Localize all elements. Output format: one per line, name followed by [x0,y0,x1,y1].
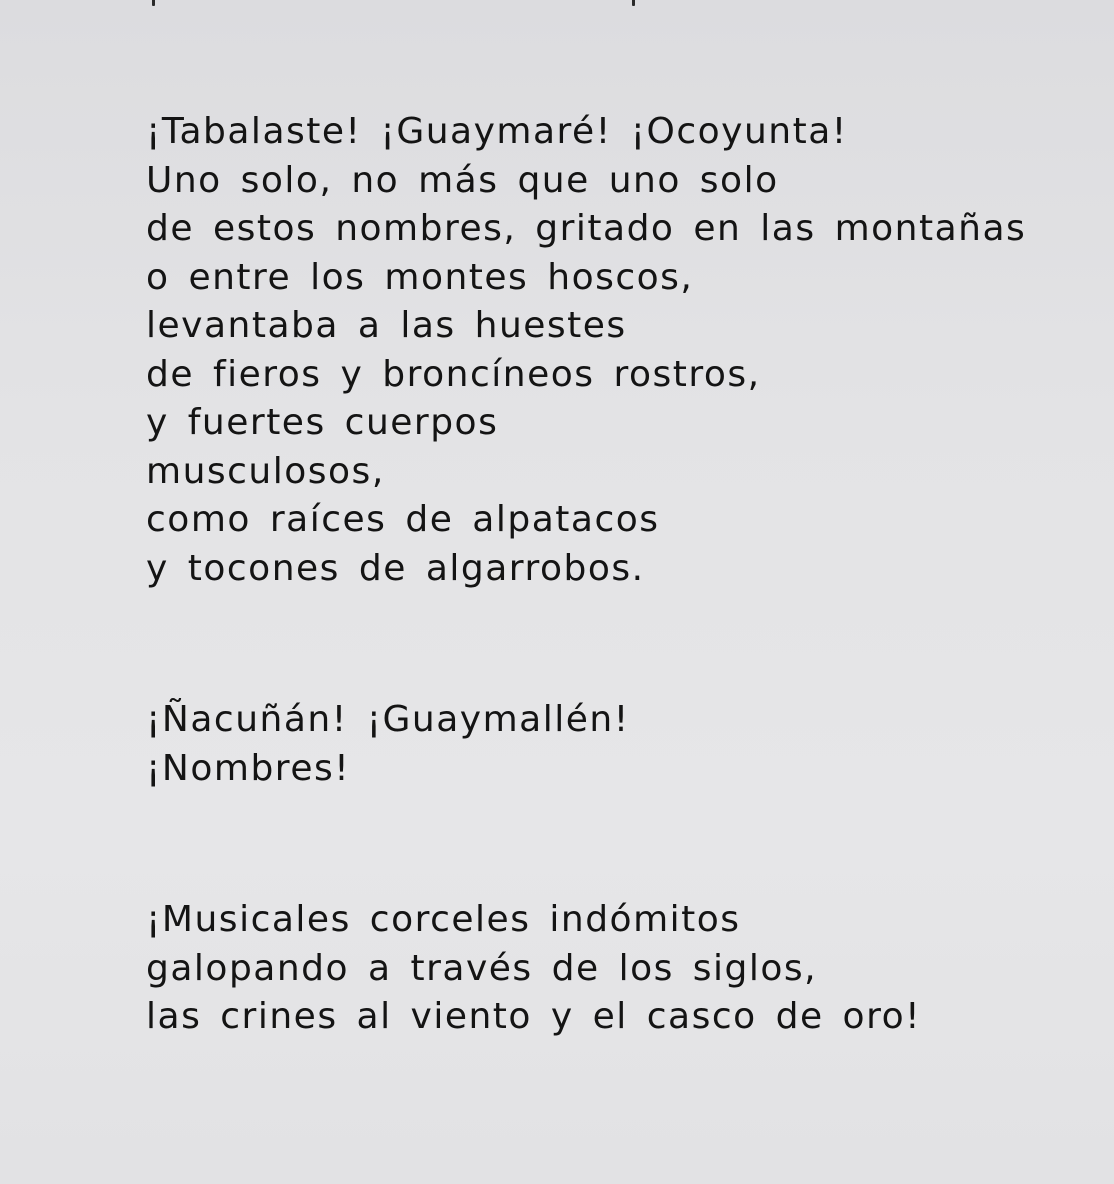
stanza-1 [146,108,1026,593]
poem-line: y fuertes cuerpos [146,402,499,443]
poem-line: ¡Tabalaste! ¡Guaymaré! ¡Ocoyunta! [146,111,848,152]
poem-line: ¡Ñacuñán! ¡Guaymallén! [146,699,630,740]
ink-mark [632,0,635,6]
stanza-3 [146,896,921,1042]
top-edge-marks [0,0,1114,10]
poem-line: ¡Musicales corceles indómitos [146,899,741,940]
poem-line: galopando a través de los siglos, [146,947,818,989]
poem-line: ¡Nombres! [146,747,351,789]
poem-line: como raíces de alpatacos [146,499,660,540]
poem-line: musculosos, [146,450,385,492]
poem-line: o entre los montes hoscos, [146,256,694,298]
poem-line: levantaba a las huestes [146,305,627,346]
poem-line: de estos nombres, gritado en las montañas [146,208,1027,249]
poem-line: las crines al viento y el casco de oro! [146,996,922,1037]
poem-line: de fieros y broncíneos rostros, [146,353,761,395]
ink-mark [152,0,155,6]
poem-line: Uno solo, no más que uno solo [146,159,779,201]
stanza-2 [146,696,630,793]
poem-line: y tocones de algarrobos. [146,547,645,589]
